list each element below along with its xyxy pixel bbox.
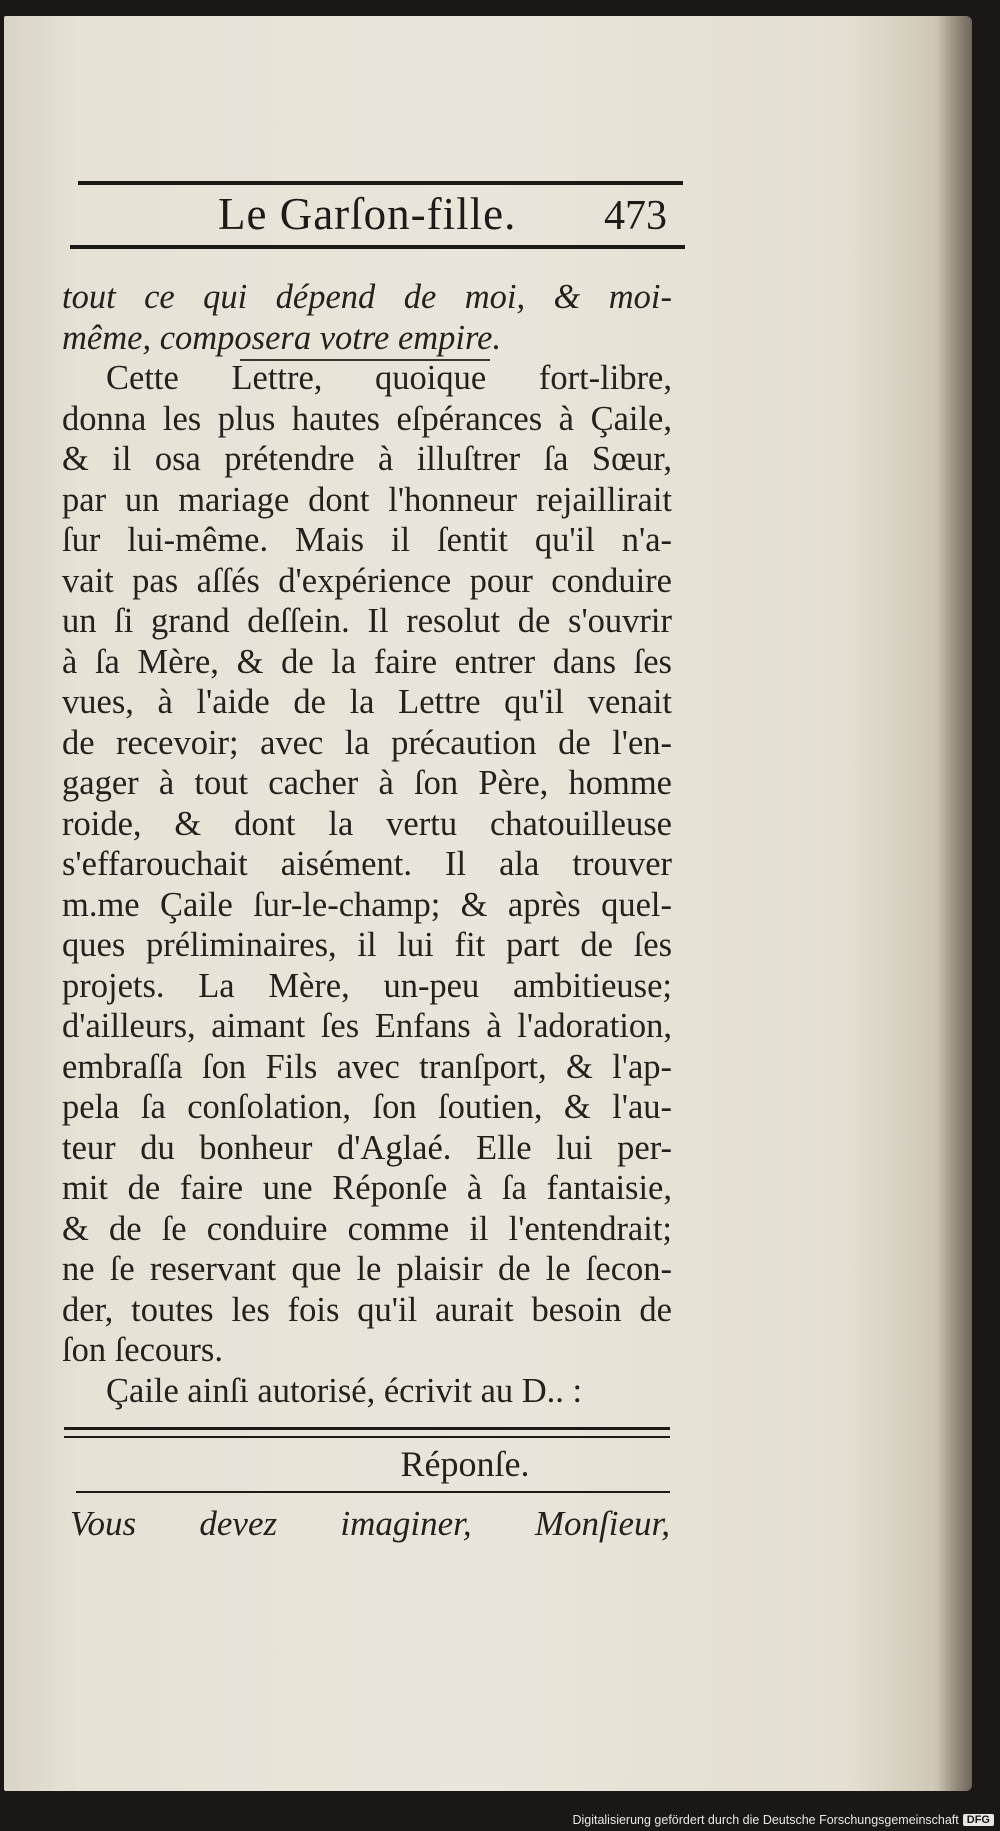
footer (572, 1813, 994, 1827)
page-number: 473 (604, 193, 667, 239)
section-rule-top-thin (64, 1436, 670, 1438)
text-line: tout ce qui dépend de moi, & moi- (62, 278, 672, 316)
text-line: donna les plus hautes eſpérances à Çaile, (62, 399, 672, 438)
text-line: de recevoir; avec la précaution de l'en- (62, 723, 672, 762)
section-rule-top (64, 1427, 670, 1430)
body-text (62, 277, 672, 1411)
section-rule-bottom (76, 1491, 670, 1493)
text-line: d'ailleurs, aimant ſes Enfans à l'adoration, (62, 1007, 672, 1045)
text-line: à ſa Mère, & de la faire entrer dans ſes (62, 642, 672, 681)
text-line: même, composera votre empire. (62, 318, 502, 357)
text-line: m.me Çaile ſur-le-champ; & après quel- (62, 885, 672, 924)
text-line: & de ſe conduire comme il l'entendrait; (62, 1209, 672, 1248)
text-line: par un mariage dont l'honneur rejaillirait (62, 480, 672, 519)
text-line: der, toutes les fois qu'il aurait besoin de (62, 1290, 672, 1329)
section-title: Réponſe. (400, 1444, 530, 1484)
text-line: ques préliminaires, il lui fit part de ſes (62, 926, 672, 964)
text-line: projets. La Mère, un-peu ambitieuse; (62, 966, 672, 1005)
text-line: embraſſa ſon Fils avec tranſport, & l'ap- (62, 1047, 672, 1086)
salutation: Vous devez imaginer, Monſieur, (70, 1504, 670, 1543)
text-line: Çaile ainſi autorisé, écrivit au D.. : (106, 1371, 583, 1410)
text-line: gager à tout cacher à ſon Père, homme (62, 764, 672, 802)
running-title: Le Garſon-fille. (218, 189, 517, 239)
text-line: Cette Lettre, quoique fort-libre, (106, 359, 672, 397)
footer-credit: Digitalisierung gefördert durch die Deutsche Forschungsgemeinschaft (572, 1813, 959, 1827)
text-line: pela ſa conſolation, ſon ſoutien, & l'au- (62, 1088, 672, 1126)
header-rule-top (78, 181, 683, 185)
text-line: ne ſe reservant que le plaisir de le ſecon- (62, 1250, 672, 1288)
text-line: un ſi grand deſſein. Il resolut de s'ouvrir (62, 602, 672, 640)
text-line: s'effarouchait aisément. Il ala trouver (62, 845, 672, 883)
page-header (70, 188, 690, 248)
text-line: roide, & dont la vertu chatouilleuse (62, 804, 672, 843)
text-line: vues, à l'aide de la Lettre qu'il venait (62, 683, 672, 721)
page-edge (938, 16, 972, 1791)
text-line: vait pas aſſés d'expérience pour conduire (62, 561, 672, 600)
text-line: ſon ſecours. (62, 1331, 223, 1369)
text-line: teur du bonheur d'Aglaé. Elle lui per- (62, 1128, 672, 1167)
text-line: ſur lui-même. Mais il ſentit qu'il n'a- (62, 521, 672, 559)
dfg-logo: DFG (963, 1814, 994, 1826)
text-line: & il osa prétendre à illuſtrer ſa Sœur, (62, 440, 672, 478)
text-line: mit de faire une Réponſe à ſa fantaisie, (62, 1169, 672, 1207)
